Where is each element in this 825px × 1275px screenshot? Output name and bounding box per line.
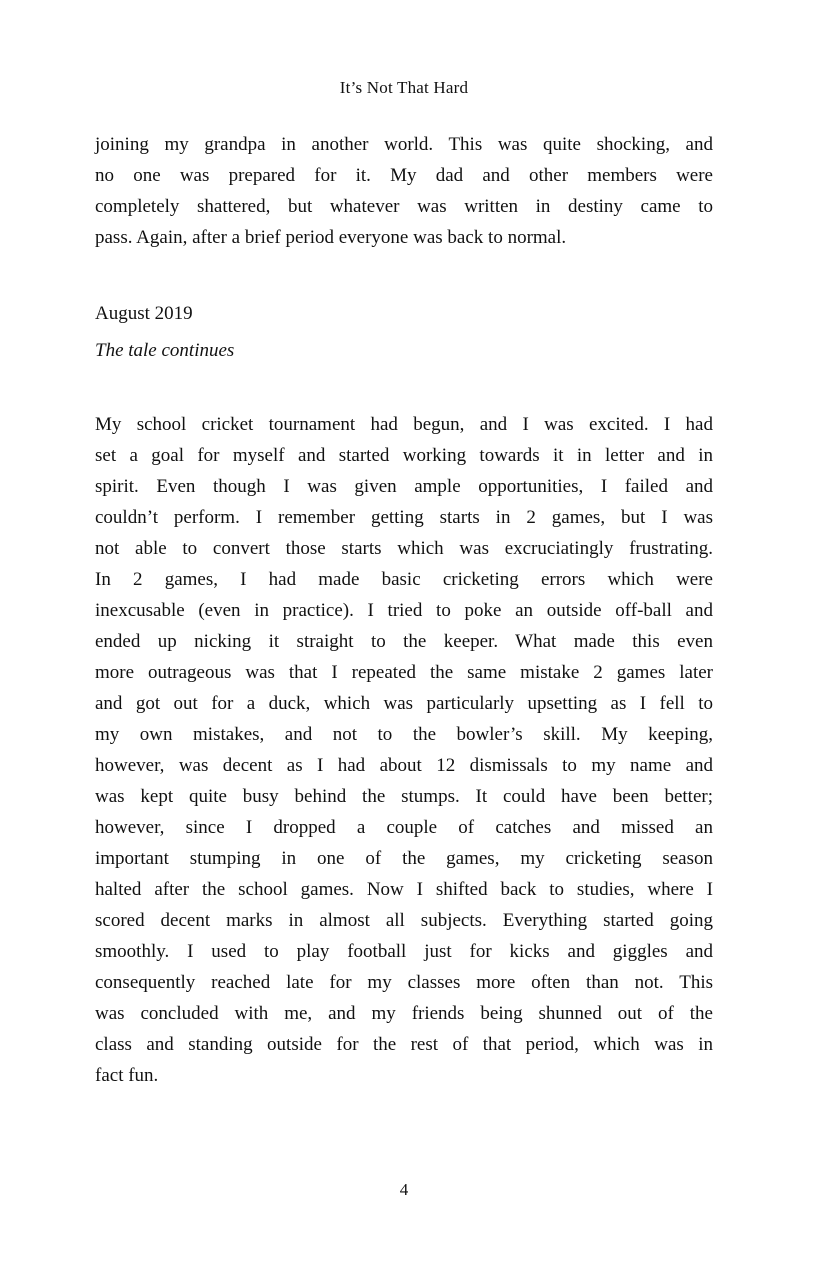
running-header-title: It’s Not That Hard	[339, 78, 469, 97]
text-line: My school cricket tournament had begun, and I was excited. I had	[95, 414, 713, 435]
text-line: ended up nicking it straight to the keeper. What made this even	[95, 631, 713, 652]
section-subtitle: The tale continues	[95, 340, 235, 361]
text-line: consequently reached late for my classes more often than not. This	[95, 972, 713, 993]
section-date: August 2019	[95, 303, 193, 324]
text-line: however, since I dropped a couple of catches and missed an	[95, 817, 713, 838]
text-line: scored decent marks in almost all subjects. Everything started going	[95, 910, 713, 931]
text-line: fact fun.	[95, 1065, 159, 1086]
text-line: important stumping in one of the games, my cricketing season	[95, 848, 713, 869]
paragraph-cricket-tournament	[95, 409, 713, 1091]
text-line: not able to convert those starts which was excruciatingly frustrating.	[95, 538, 713, 559]
text-line: class and standing outside for the rest of that period, which was in	[95, 1034, 713, 1055]
text-line: my own mistakes, and not to the bowler’s skill. My keeping,	[95, 724, 713, 745]
text-line: spirit. Even though I was given ample opportunities, I failed and	[95, 476, 713, 497]
text-line: more outrageous was that I repeated the same mistake 2 games later	[95, 662, 713, 683]
page-number: 4	[399, 1180, 409, 1199]
text-line: halted after the school games. Now I shifted back to studies, where I	[95, 879, 713, 900]
text-line: was kept quite busy behind the stumps. It could have been better;	[95, 786, 713, 807]
text-line: In 2 games, I had made basic cricketing errors which were	[95, 569, 713, 590]
text-line: completely shattered, but whatever was written in destiny came to	[95, 196, 713, 217]
text-line: inexcusable (even in practice). I tried to poke an outside off-ball and	[95, 600, 713, 621]
text-line: no one was prepared for it. My dad and other members were	[95, 165, 713, 186]
text-line: was concluded with me, and my friends being shunned out of the	[95, 1003, 713, 1024]
text-line: however, was decent as I had about 12 dismissals to my name and	[95, 755, 713, 776]
paragraph-grandpa	[95, 129, 713, 253]
text-line: joining my grandpa in another world. This was quite shocking, and	[95, 134, 713, 155]
text-line: and got out for a duck, which was particularly upsetting as I fell to	[95, 693, 713, 714]
text-line: couldn’t perform. I remember getting starts in 2 games, but I was	[95, 507, 713, 528]
text-line: set a goal for myself and started working towards it in letter and in	[95, 445, 713, 466]
page-content	[95, 0, 713, 1205]
text-line: smoothly. I used to play football just for kicks and giggles and	[95, 941, 713, 962]
text-line: pass. Again, after a brief period everyone was back to normal.	[95, 227, 567, 248]
